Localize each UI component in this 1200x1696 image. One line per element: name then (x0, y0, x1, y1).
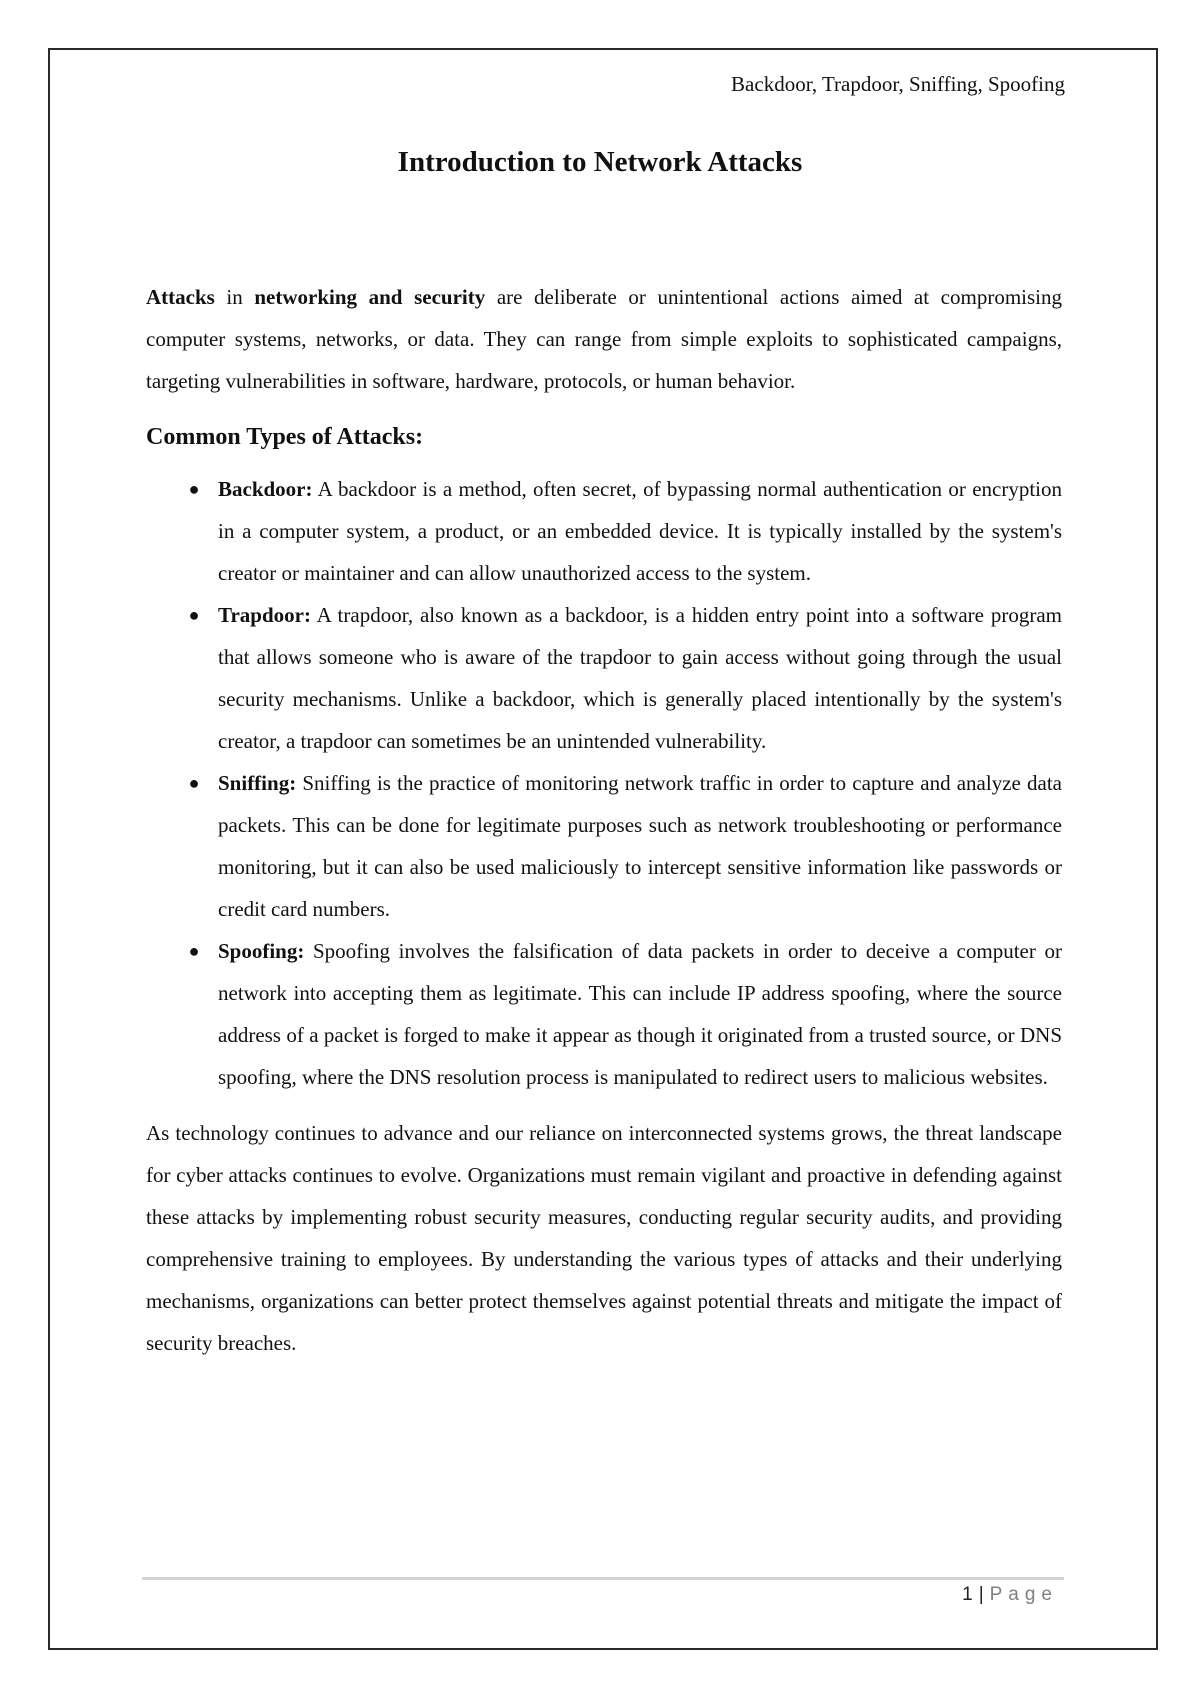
intro-text-in: in (214, 285, 255, 309)
list-item-backdoor (146, 468, 1062, 594)
page-number: 1 (962, 1584, 973, 1605)
page-separator: | (978, 1584, 984, 1605)
footer-divider (142, 1577, 1064, 1580)
description-sniffing: Sniffing is the practice of monitoring network traffic in order to capture and analyze data packets. This can be done for legitimate purposes such as network troubleshooting or performance monitoring, but it can also be used maliciously to intercept sensitive information like passwords or credit card numbers. (218, 771, 1062, 921)
attack-list (146, 468, 1062, 1098)
bullet-icon: ● (188, 941, 200, 961)
page-label: Page (989, 1584, 1058, 1605)
intro-bold-networking: networking and security (254, 285, 486, 309)
bullet-icon: ● (188, 605, 200, 625)
term-trapdoor: Trapdoor: (218, 603, 311, 627)
list-item-spoofing (146, 930, 1062, 1098)
bullet-icon: ● (188, 773, 200, 793)
intro-bold-attacks: Attacks (146, 285, 215, 309)
term-backdoor: Backdoor: (218, 477, 313, 501)
section-heading: Common Types of Attacks: (146, 424, 424, 450)
bullet-icon: ● (188, 479, 200, 499)
description-trapdoor: A trapdoor, also known as a backdoor, is a hidden entry point into a software program that allows someone who is aware of the trapdoor to gain access without going through the usual security mechanisms. Unlike a backdoor, which is generally placed intentionally by the system's creator, a trapdoor can sometimes be an unintended vulnerability. (218, 603, 1062, 753)
page-number-footer (962, 1584, 1058, 1606)
list-item-trapdoor (146, 594, 1062, 762)
list-item-sniffing (146, 762, 1062, 930)
running-header: Backdoor, Trapdoor, Sniffing, Spoofing (731, 72, 1065, 96)
document-body (146, 276, 1062, 1364)
document-title: Introduction to Network Attacks (397, 146, 803, 178)
description-spoofing: Spoofing involves the falsification of data packets in order to deceive a computer or network into accepting them as legitimate. This can include IP address spoofing, where the source address of a packet is forged to make it appear as though it originated from a trusted source, or DNS spoofing, where the DNS resolution process is manipulated to redirect users to malicious websites. (218, 939, 1062, 1089)
term-spoofing: Spoofing: (218, 939, 305, 963)
intro-text-body: are deliberate or unintentional actions aimed at compromising computer systems, networks, or data. They can range from simple exploits to sophisticated campaigns, targeting vulnerabilities in software, hardware, protocols, or human behavior. (146, 285, 1062, 393)
intro-paragraph (146, 276, 1062, 402)
description-backdoor: A backdoor is a method, often secret, of bypassing normal authentication or encryption in a computer system, a product, or an embedded device. It is typically installed by the system's creator or maintainer and can allow unauthorized access to the system. (218, 477, 1062, 585)
closing-paragraph: As technology continues to advance and our reliance on interconnected systems grows, the threat landscape for cyber attacks continues to evolve. Organizations must remain vigilant and proactive in defending against these attacks by implementing robust security measures, conducting regular security audits, and providing comprehensive training to employees. By understanding the various types of attacks and their underlying mechanisms, organizations can better protect themselves against potential threats and mitigate the impact of security breaches. (146, 1121, 1062, 1355)
term-sniffing: Sniffing: (218, 771, 297, 795)
